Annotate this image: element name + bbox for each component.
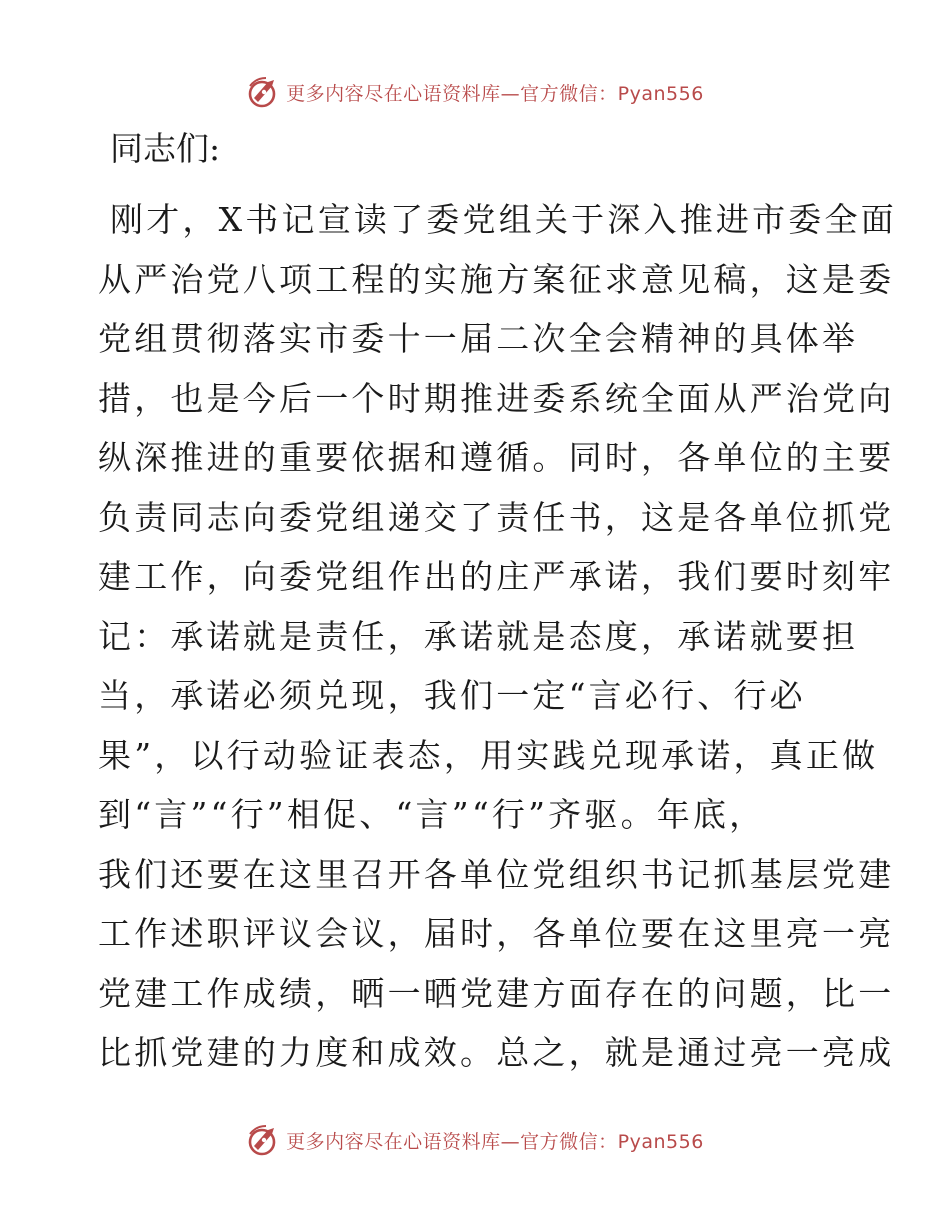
- text-line: 记：承诺就是责任，承诺就是态度，承诺就要担: [98, 616, 859, 656]
- document-body: [98, 190, 897, 1083]
- text-line: 到“言”“行”相促、“言”“行”齐驱。年底，: [98, 795, 766, 834]
- pen-nib-logo-icon: [246, 74, 282, 110]
- footer-banner-text: 更多内容尽在心语资料库—官方微信：Pyan556: [286, 1130, 704, 1153]
- text-line: 建工作，向委党组作出的庄严承诺，我们要时刻牢: [98, 557, 895, 596]
- text-line: 党建工作成绩，晒一晒党建方面存在的问题，比一: [98, 973, 895, 1013]
- text-line: 当，承诺必须兑现，我们一定“言必行、行必: [98, 676, 806, 715]
- text-line: 负责同志向委党组递交了责任书，这是各单位抓党: [98, 497, 895, 537]
- header-banner: [0, 72, 950, 112]
- text-line: 从严治党八项工程的实施方案征求意见稿，这是委: [98, 259, 895, 299]
- salutation: 同志们:: [110, 129, 221, 168]
- text-line: 果”，以行动验证表态，用实践兑现承诺，真正做: [98, 735, 879, 775]
- pen-nib-logo-icon: [246, 1122, 282, 1158]
- text-line: 措，也是今后一个时期推进委系统全面从严治党向: [98, 378, 895, 418]
- text-line: 刚才，X书记宣读了委党组关于深入推进市委全面: [110, 200, 897, 239]
- text-line: 工作述职评议会议，届时，各单位要在这里亮一亮: [98, 914, 895, 953]
- footer-banner: [0, 1120, 950, 1160]
- header-banner-text: 更多内容尽在心语资料库—官方微信：Pyan556: [286, 82, 704, 105]
- text-line: 我们还要在这里召开各单位党组织书记抓基层党建: [98, 854, 895, 894]
- text-line: 纵深推进的重要依据和遵循。同时，各单位的主要: [98, 438, 895, 477]
- text-line: 比抓党建的力度和成效。总之，就是通过亮一亮成: [98, 1033, 895, 1072]
- text-line: 党组贯彻落实市委十一届二次全会精神的具体举: [98, 319, 859, 358]
